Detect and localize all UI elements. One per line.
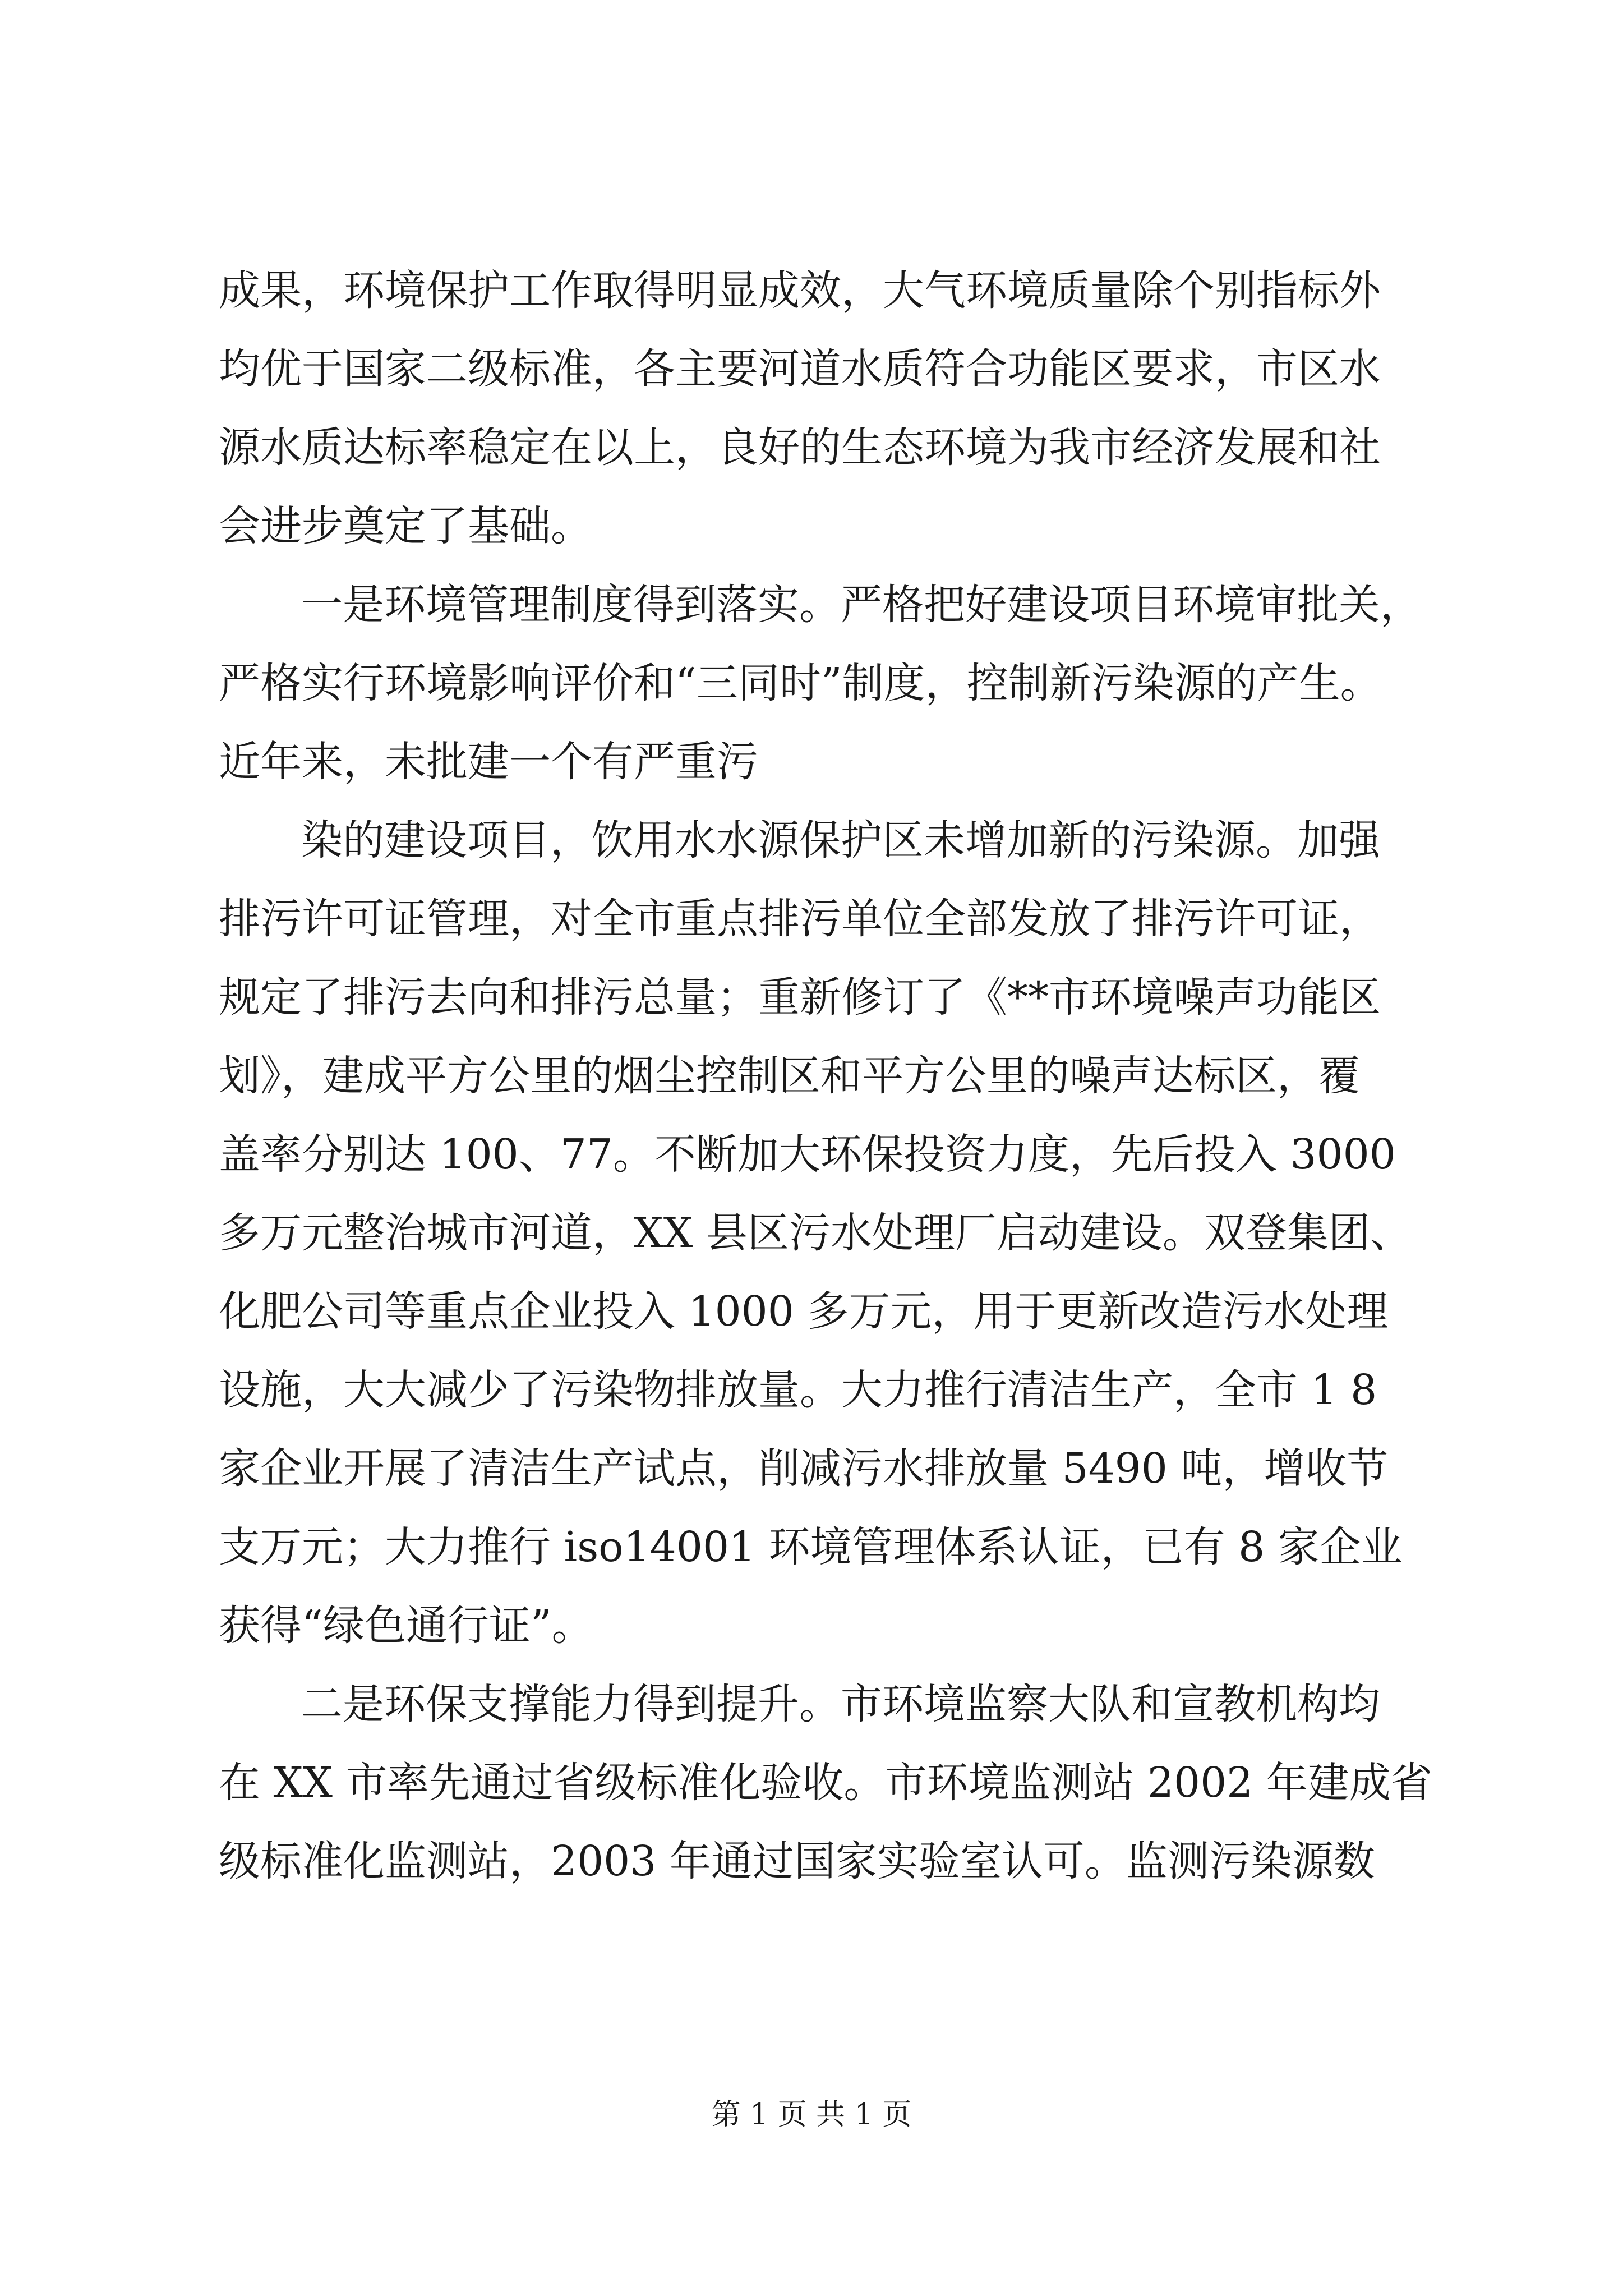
text-line: 近年来，未批建一个有严重污: [219, 738, 758, 786]
text-line: 级标准化监测站，2003 年通过国家实验室认可。监测污染源数: [219, 1837, 1375, 1885]
text-line: 多万元整治城市河道，XX 县区污水处理厂启动建设。双登集团、: [219, 1209, 1412, 1257]
text-line: 二是环保支撑能力得到提升。市环境监察大队和宣教机构均: [301, 1680, 1380, 1728]
text-line: 家企业开展了清洁生产试点，削减污水排放量 5490 吨，增收节: [219, 1444, 1389, 1493]
text-line: 设施，大大减少了污染物排放量。大力推行清洁生产，全市 1 8: [219, 1366, 1377, 1414]
text-line: 化肥公司等重点企业投入 1000 多万元，用于更新改造污水处理: [219, 1287, 1389, 1336]
page-footer: 第 1 页 共 1 页: [711, 2098, 912, 2132]
text-line: 在 XX 市率先通过省级标准化验收。市环境监测站 2002 年建成省: [219, 1759, 1432, 1807]
text-line: 会进步奠定了基础。: [219, 502, 592, 550]
text-line: 规定了排污去向和排污总量；重新修订了《**市环境噪声功能区: [219, 973, 1381, 1022]
text-line: 排污许可证管理，对全市重点排污单位全部发放了排污许可证，: [219, 895, 1381, 943]
text-line: 获得“绿色通行证”。: [219, 1602, 593, 1650]
text-line: 支万元；大力推行 iso14001 环境管理体系认证，已有 8 家企业: [219, 1523, 1403, 1571]
text-line: 成果，环境保护工作取得明显成效，大气环境质量除个别指标外: [219, 266, 1381, 315]
text-line: 划》，建成平方公里的烟尘控制区和平方公里的噪声达标区，覆: [219, 1052, 1360, 1100]
text-line: 严格实行环境影响评价和“三同时”制度，控制新污染源的产生。: [219, 659, 1382, 707]
text-line: 染的建设项目，饮用水水源保护区未增加新的污染源。加强: [301, 816, 1380, 864]
text-line: 源水质达标率稳定在以上，良好的生态环境为我市经济发展和社: [219, 424, 1381, 472]
text-line: 均优于国家二级标准，各主要河道水质符合功能区要求，市区水: [219, 345, 1381, 393]
text-line: 一是环境管理制度得到落实。严格把好建设项目环境审批关，: [301, 581, 1422, 629]
text-line: 盖率分别达 100、77。不断加大环保投资力度，先后投入 3000: [219, 1130, 1396, 1179]
